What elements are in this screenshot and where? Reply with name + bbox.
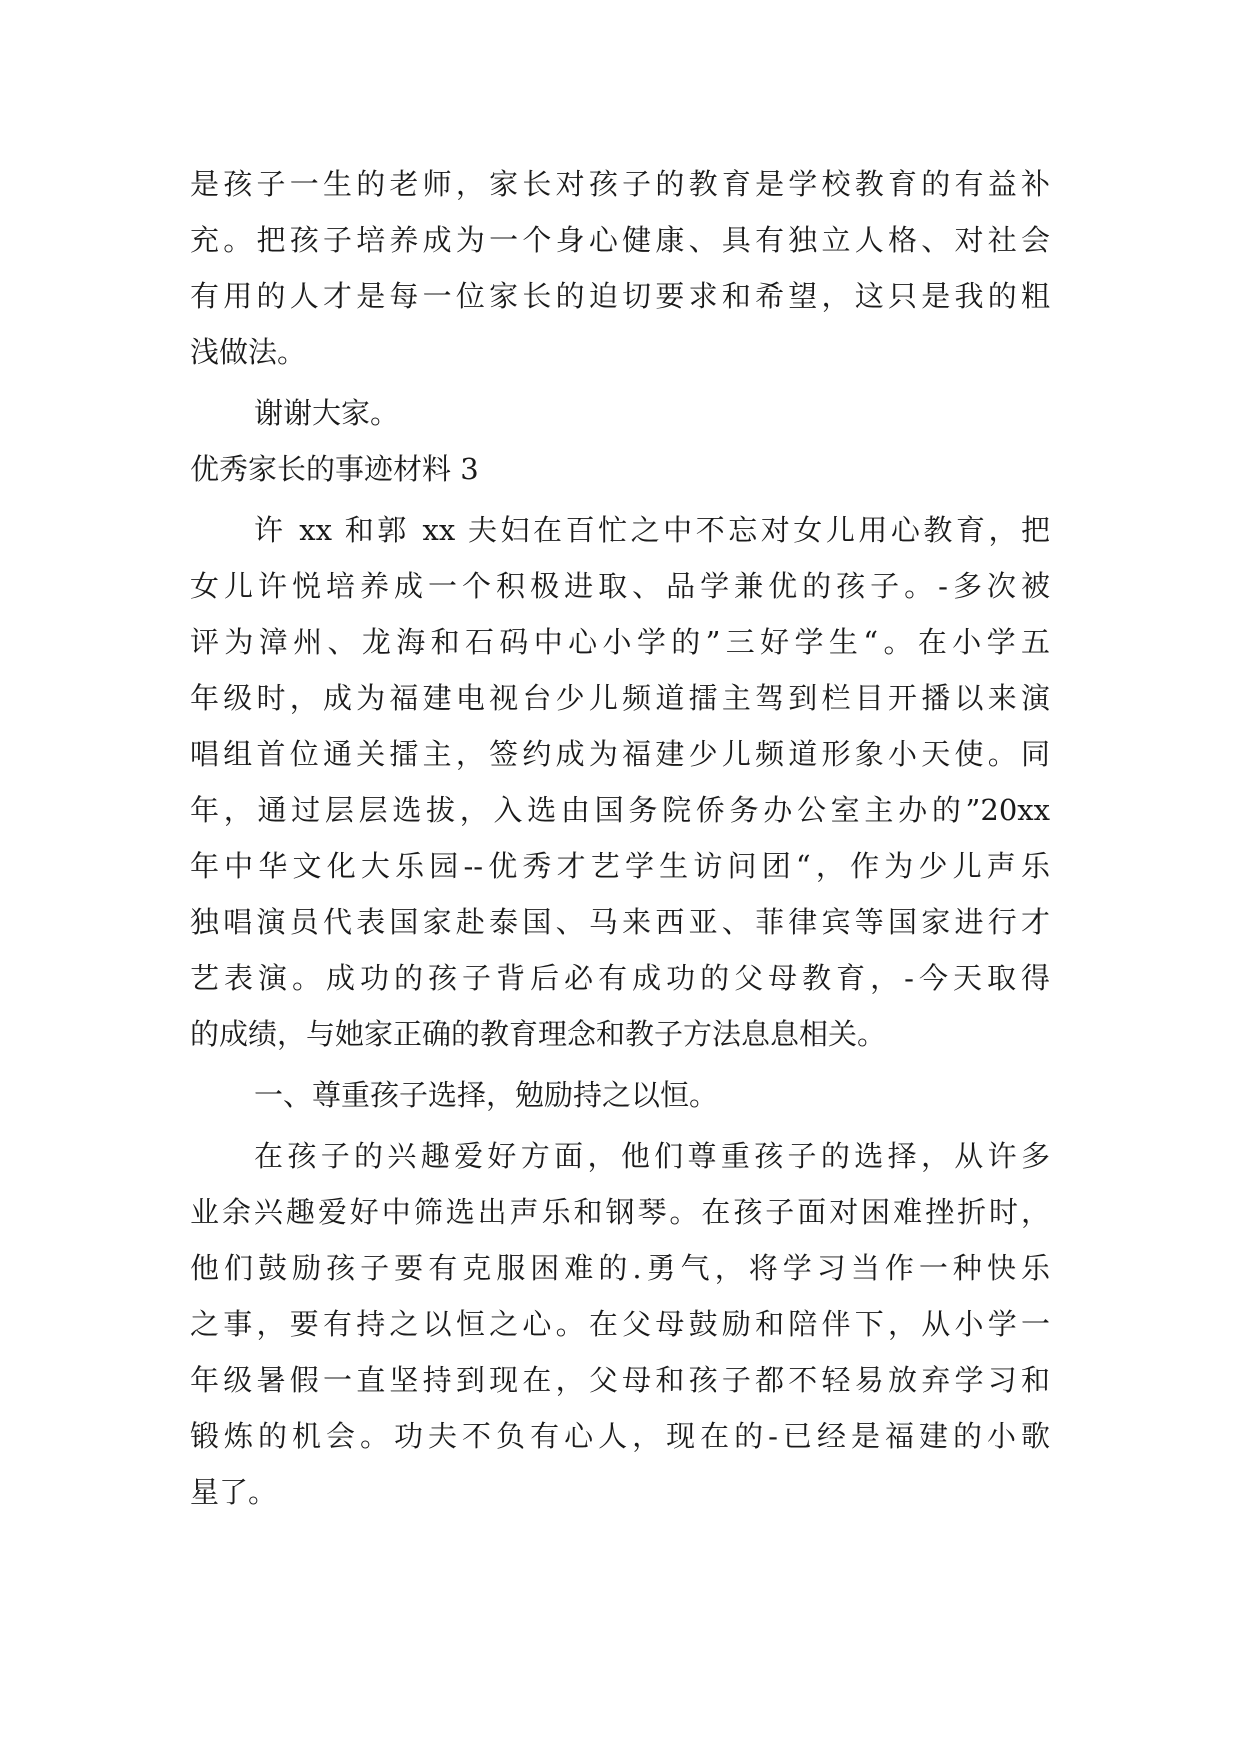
text-line: 许 xx 和郭 xx 夫妇在百忙之中不忘对女儿用心教育，把: [254, 513, 1050, 547]
text-line: 年，通过层层选拔，入选由国务院侨务办公室主办的”20xx: [190, 793, 1050, 827]
text-line: 锻炼的机会。功夫不负有心人，现在的-已经是福建的小歌: [190, 1419, 1050, 1453]
text-line: 之事，要有持之以恒之心。在父母鼓励和陪伴下，从小学一: [190, 1307, 1050, 1341]
text-line: 艺表演。成功的孩子背后必有成功的父母教育，-今天取得: [190, 961, 1050, 995]
text-line: 有用的人才是每一位家长的迫切要求和希望，这只是我的粗: [190, 279, 1050, 313]
text-line: 年级暑假一直坚持到现在，父母和孩子都不轻易放弃学习和: [190, 1363, 1050, 1397]
text-line: 浅做法。: [190, 335, 307, 369]
text-line: 年中华文化大乐园--优秀才艺学生访问团“，作为少儿声乐: [190, 849, 1050, 883]
text-line: 星了。: [190, 1475, 278, 1509]
section-heading: 优秀家长的事迹材料 3: [190, 452, 479, 486]
text-line: 年级时，成为福建电视台少儿频道擂主驾到栏目开播以来演: [190, 681, 1050, 715]
text-line: 业余兴趣爱好中筛选出声乐和钢琴。在孩子面对困难挫折时，: [190, 1195, 1050, 1229]
subheading: 一、尊重孩子选择，勉励持之以恒。: [254, 1078, 719, 1112]
text-line: 评为漳州、龙海和石码中心小学的”三好学生“。在小学五: [190, 625, 1050, 659]
text-line: 充。把孩子培养成为一个身心健康、具有独立人格、对社会: [190, 223, 1050, 257]
text-line: 是孩子一生的老师，家长对孩子的教育是学校教育的有益补: [190, 167, 1050, 201]
text-line: 他们鼓励孩子要有克服困难的.勇气，将学习当作一种快乐: [190, 1251, 1050, 1285]
text-line: 唱组首位通关擂主，签约成为福建少儿频道形象小天使。同: [190, 737, 1050, 771]
text-line: 独唱演员代表国家赴泰国、马来西亚、菲律宾等国家进行才: [190, 905, 1050, 939]
text-line: 谢谢大家。: [254, 396, 400, 430]
text-line: 在孩子的兴趣爱好方面，他们尊重孩子的选择，从许多: [254, 1139, 1050, 1173]
text-line: 的成绩，与她家正确的教育理念和教子方法息息相关。: [190, 1017, 887, 1051]
text-line: 女儿许悦培养成一个积极进取、品学兼优的孩子。-多次被: [190, 569, 1050, 603]
